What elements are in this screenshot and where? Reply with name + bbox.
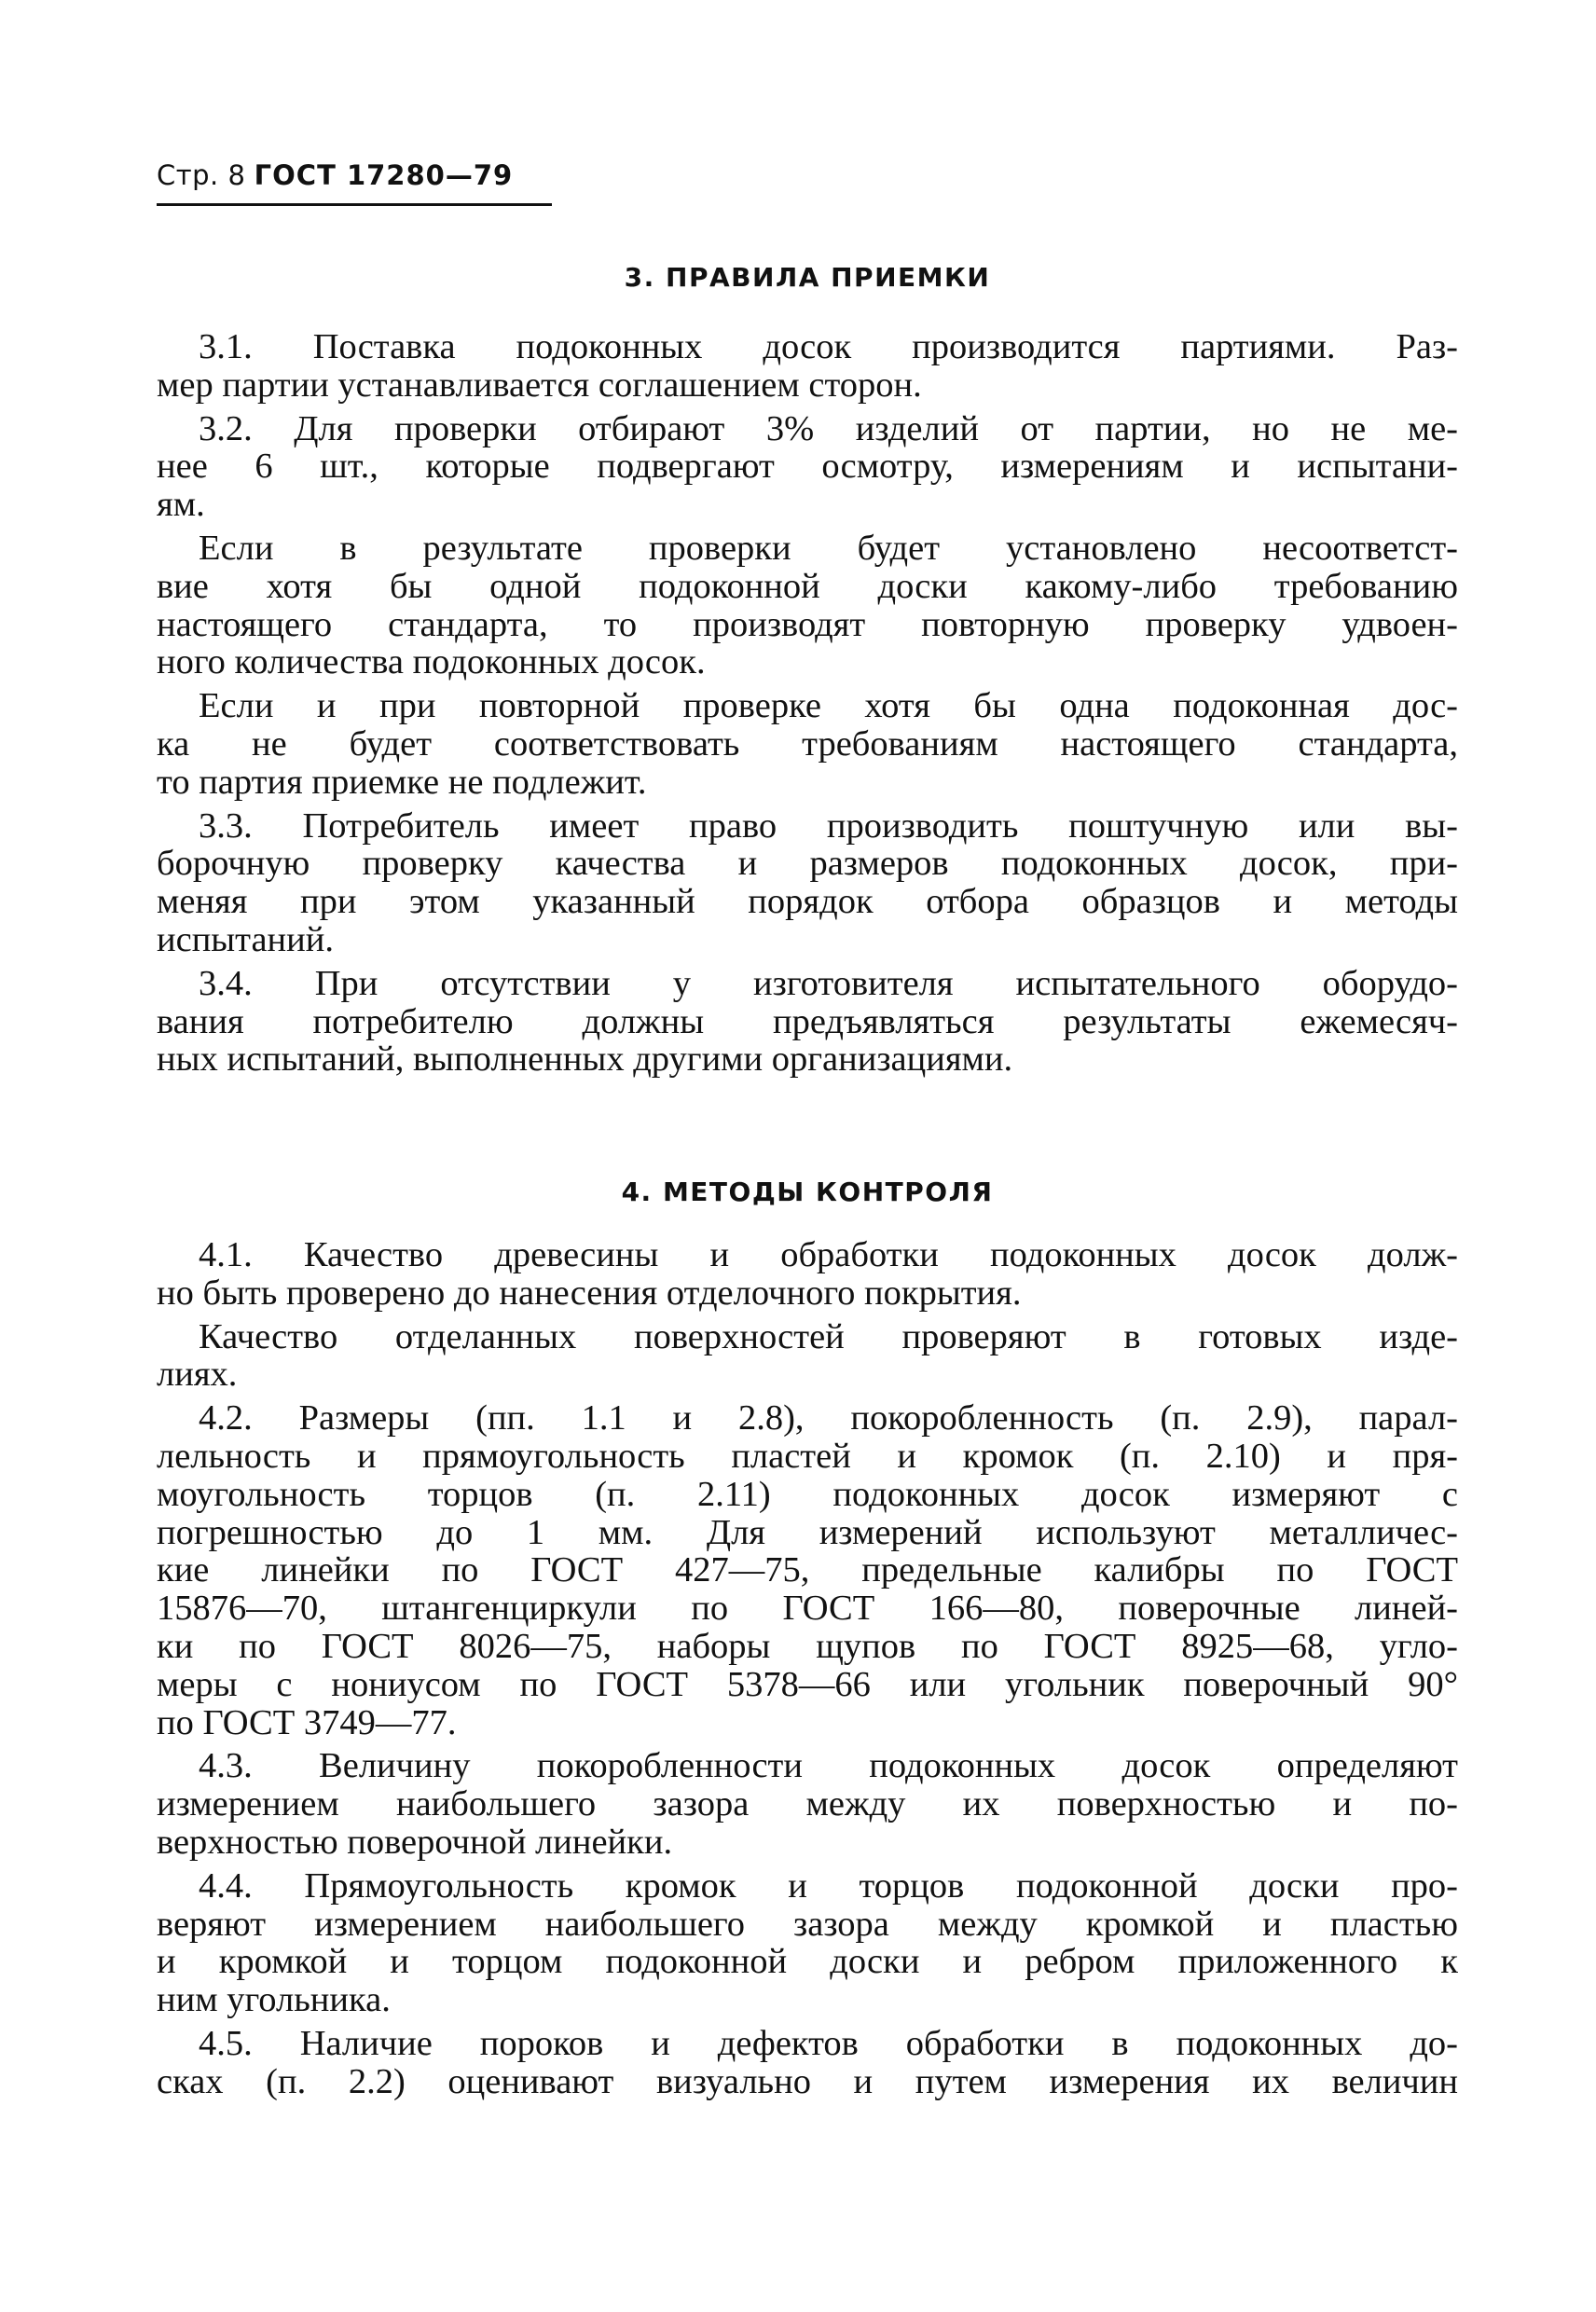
text-line: вания потребителю должны предъявляться результаты ежемесяч- [157,1001,1458,1041]
paragraph [157,1865,1458,2020]
paragraph [157,2023,1458,2101]
text-line: меры с нониусом по ГОСТ 5378—66 или угольник поверочный 90° [157,1664,1458,1704]
text-line: вие хотя бы одной подоконной доски какому-либо требованию [157,566,1458,606]
text-line: веряют измерением наибольшего зазора между кромкой и пластью [157,1904,1458,1944]
text-line: лельность и прямоугольность пластей и кромок (п. 2.10) и пря- [157,1436,1458,1476]
section-4-body [157,1235,1458,2101]
paragraph [157,1746,1458,1862]
text-line: ним угольника. [157,1980,391,2020]
text-line: ки по ГОСТ 8026—75, наборы щупов по ГОСТ 8925—68, угло- [157,1626,1458,1666]
text-line: Если в результате проверки будет установлено несоответст- [199,528,1458,568]
paragraph [157,327,1458,405]
text-line: ка не будет соответствовать требованиям настоящего стандарта, [157,723,1458,764]
text-line: измерением наибольшего зазора между их поверхностью и по- [157,1784,1458,1824]
text-line: 4.5. Наличие пороков и дефектов обработки в подоконных до- [199,2023,1458,2063]
text-line: верхностью поверочной линейки. [157,1822,673,1862]
text-line: нее 6 шт., которые подвергают осмотру, измерениям и испытани- [157,447,1458,487]
text-line: меняя при этом указанный порядок отбора образцов и методы [157,882,1458,922]
text-line: Если и при повторной проверке хотя бы одна подоконная дос- [199,686,1458,726]
text-line: 3.4. При отсутствии у изготовителя испытательного оборудо- [199,963,1458,1003]
text-line: 3.2. Для проверки отбирают 3% изделий от партии, но не ме- [199,408,1458,448]
text-line: 15876—70, штангенциркули по ГОСТ 166—80, поверочные линей- [157,1589,1458,1629]
section-3-body [157,327,1458,1080]
header-rule [157,203,552,206]
section-4-title: 4. МЕТОДЫ КОНТРОЛЯ [621,1177,994,1207]
text-line: ных испытаний, выполненных другими организациями. [157,1039,1013,1080]
paragraph [157,1316,1458,1395]
text-line: кие линейки по ГОСТ 427—75, предельные калибры по ГОСТ [157,1550,1458,1590]
text-line: 4.2. Размеры (пп. 1.1 и 2.8), покоробленность (п. 2.9), парал- [199,1398,1458,1438]
text-line: Качество отделанных поверхностей проверяют в готовых изде- [199,1316,1458,1356]
text-line: мер партии устанавливается соглашением сторон. [157,365,922,405]
text-line: погрешностью до 1 мм. Для измерений используют металличес- [157,1512,1458,1552]
text-line: испытаний. [157,919,334,959]
text-line: по ГОСТ 3749—77. [157,1702,457,1742]
paragraph [157,805,1458,959]
text-line: 3.1. Поставка подоконных досок производится партиями. Раз- [199,327,1458,366]
text-line: настоящего стандарта, то производят повторную проверку удвоен- [157,604,1458,644]
section-3-title: 3. ПРАВИЛА ПРИЕМКИ [624,262,991,293]
text-line: моугольность торцов (п. 2.11) подоконных досок измеряют с [157,1474,1458,1514]
standard-designation: ГОСТ 17280—79 [254,159,514,191]
text-line: 4.3. Величину покоробленности подоконных досок определяют [199,1746,1458,1786]
text-line: ям. [157,485,205,525]
text-line: 4.4. Прямоугольность кромок и торцов подоконной доски про- [199,1865,1458,1906]
text-line: то партия приемке не подлежит. [157,762,647,802]
text-line: ного количества подоконных досок. [157,642,706,682]
paragraph [157,408,1458,525]
text-line: борочную проверку качества и размеров подоконных досок, при- [157,844,1458,884]
paragraph [157,1398,1458,1742]
text-line: 4.1. Качество древесины и обработки подоконных досок долж- [199,1235,1458,1274]
paragraph [157,963,1458,1080]
text-line: но быть проверено до нанесения отделочного покрытия. [157,1273,1022,1313]
text-line: лиях. [157,1355,238,1395]
running-header [157,157,513,194]
paragraph [157,528,1458,682]
paragraph [157,1235,1458,1313]
text-line: и кромкой и торцом подоконной доски и ребром приложенного к [157,1942,1458,1982]
page-number: Стр. 8 [157,159,246,191]
text-line: сках (п. 2.2) оценивают визуально и путем измерения их величин [157,2061,1458,2101]
paragraph [157,686,1458,802]
text-line: 3.3. Потребитель имеет право производить поштучную или вы- [199,805,1458,846]
